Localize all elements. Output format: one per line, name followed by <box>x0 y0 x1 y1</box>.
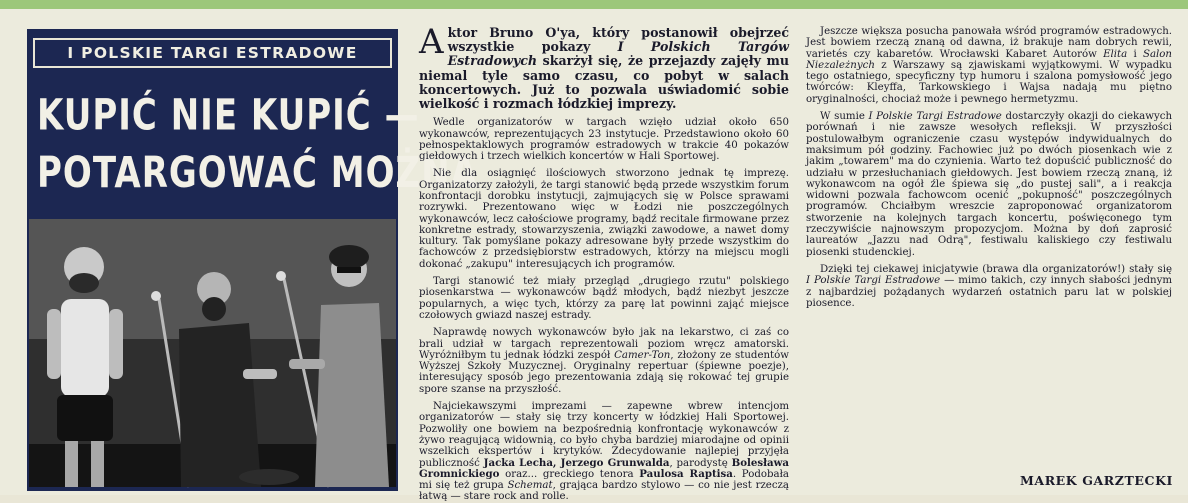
author-signature: MAREK GARZTECKI <box>1019 473 1173 488</box>
top-color-strip <box>0 0 1188 9</box>
paragraph-purpose: Nie dla osiągnięć ilościowych stworzono jednak tę imprezę. Organizatorzy założyli, że targi stanowić będą przede wszystkim forum konfrontacji dorobku instytucji, zajmujących się w Polsce sprawami rozrywki. Prezentowano więc w Łodzi nie poszczególnych wykonawców, lecz całościowe programy, bądź recitale firmowane przez konkretne estrady, stowarzyszenia, związki zawodowe, a nawet domy kultury. Tak pomyślane pokazy adresowane były przede wszystkim do fachowców z przedsiębiorstw estradowych, którzy na miejscu mogli dokonać „zakupu" interesujących ich programów. <box>419 168 789 270</box>
headline-panel <box>27 29 478 491</box>
kicker-box: I POLSKIE TARGI ESTRADOWE <box>33 38 392 68</box>
headline-line-2: POTARGOWAĆ MOŻNA <box>37 148 478 199</box>
headline <box>37 87 478 202</box>
article-column-2 <box>806 26 1172 474</box>
stage-photo-illustration <box>29 219 396 487</box>
drop-cap: A <box>419 22 444 62</box>
article-column-1 <box>419 22 789 503</box>
lead-paragraph: Aktor Bruno O'ya, który postanowił obejrzeć wszystkie pokazy I Polskich Targów Estradowych skarżył się, że przejazdy zajęły mu niemal tyle samo czasu, co pobyt w salach koncertowych. Już to pozwala uświadomić sobie wielkość i rozmach łódzkiej imprezy. <box>419 22 789 112</box>
paragraph-second-wave: Targi stanowić też miały przegląd „drugiego rzutu" polskiego piosenkarstwa — wykonawców bądź młodych, bądź niezbyt jeszcze popularnych, a więc tych, którzy za parę lat powinni zająć miejsce czołowych gwiazd naszej estrady. <box>419 276 789 321</box>
stage-photo <box>29 219 396 487</box>
paragraph-programs: Jeszcze większa posucha panowała wśród programów estradowych. Jest bowiem rzeczą znaną od dawna, iż brakuje nam dobrych rewii, varietés czy kabaretów. Wrocławski Kabaret Autorów Elita i Salon Niezależnych z Warszawy są zjawiskami wyjątkowymi. W wypadku tego ostatniego, specyficzny typ humoru i szalona pomysłowość jego twórców: Kleyffa, Tarkowskiego i Wajsa nadają mu piętno oryginalności, chociaż może i pewnego hermetyzmu. <box>806 26 1172 105</box>
paragraph-closing: Dzięki tej ciekawej inicjatywie (brawa dla organizatorów!) stały się I Polskie Targi Estradowe — mimo takich, czy innych słabości jednym z najbardziej pożądanych wydarzeń ostatnich paru lat w polskiej piosence. <box>806 263 1172 309</box>
newspaper-page <box>0 9 1188 503</box>
paragraph-summary: W sumie I Polskie Targi Estradowe dostarczyły okazji do ciekawych porównań i nie zawsze wesołych refleksji. W przyszłości postulowałbym ograniczenie czasu występów indywidualnych do maksimum pół godziny. Fachowiec już po dwóch piosenkach wie z jakim „towarem" ma do czynienia. Warto też dopuścić publiczność do udziału w przesłuchaniach giełdowych. Jest bowiem rzeczą znaną, iż wykonawcom na ogół źle śpiewa się „do pustej sali", a i reakcja widowni pozwala fachowcom ocenić „pokupność" poszczególnych programów. Chciałbym wreszcie zaproponować organizatorom stworzenie na kolejnych targach koncertu, poświęconego tym rzeczywiście najnowszym propozycjom. Można by doń zaprosić laureatów „Jazzu nad Odrą", festiwalu kaliskiego czy festiwalu piosenki studenckiej. <box>806 111 1172 258</box>
paragraph-concerts: Najciekawszymi imprezami — zapewne wbrew intencjom organizatorów — stały się trzy koncerty w łódzkiej Hali Sportowej. Pozwoliły one bowiem na bezpośrednią konfrontację wykonawców z żywo reagującą widownią, co było chyba bardziej miarodajne od opinii wszelkich ekspertów i krytyków. Zdecydowanie najlepiej przyjęła publiczność Jacka Lecha, Jerzego Grunwalda, parodystę Bolesława Gromnickiego oraz... greckiego tenora Paulosa Raptisa. Podobała mi się też grupa Schemat, grająca bardzo stylowo — co nie jest rzeczą łatwą — stare rock and rolle. <box>419 401 789 503</box>
headline-line-1: KUPIĆ NIE KUPIĆ — <box>37 90 420 141</box>
paragraph-stats: Wedle organizatorów w targach wzięło udział około 650 wykonawców, reprezentujących 23 instytucje. Przedstawiono około 60 pełnospektaklowych programów estradowych w trakcie 40 pokazów giełdowych i trzech wielkich koncertów w Hali Sportowej. <box>419 117 789 163</box>
paragraph-newcomers: Naprawdę nowych wykonawców było jak na lekarstwo, ci zaś co brali udział w targach reprezentowali poziom wręcz amatorski. Wyróżniłbym tu jednak łódzki zespół Camer-Ton, złożony ze studentów Wyższej Szkoły Muzycznej. Oryginalny repertuar (śpiewne poezje), interesujący sposób jego prezentowania zdają się rokować tej grupie spore szanse na przyszłość. <box>419 327 789 395</box>
